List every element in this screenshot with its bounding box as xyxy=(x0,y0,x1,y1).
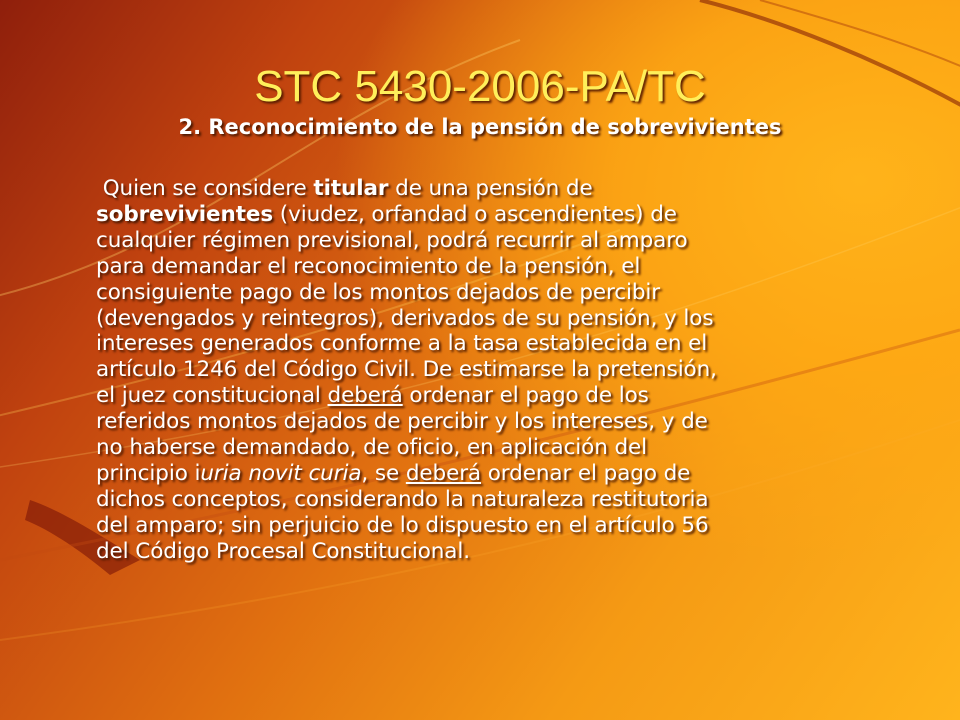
italic-latin-phrase: uria novit curia xyxy=(200,460,362,486)
body-line: el juez constitucional deberá ordenar el pago de los xyxy=(96,383,649,409)
body-line: Quien se considere titular de una pensión de xyxy=(102,176,593,201)
body-line: no haberse demandado, de oficio, en aplicación del xyxy=(96,435,648,461)
body-line: dichos conceptos, considerando la naturaleza restitutoria xyxy=(96,486,709,512)
bold-term-titular: titular xyxy=(313,176,389,201)
body-line: artículo 1246 del Código Civil. De estimarse la pretensión, xyxy=(96,357,717,383)
underlined-term: deberá xyxy=(327,383,403,409)
body-line: del amparo; sin perjuicio de lo dispuesto en el artículo 56 xyxy=(96,512,709,538)
body-line: para demandar el reconocimiento de la pensión, el xyxy=(96,253,641,279)
body-line: consiguiente pago de los montos dejados de percibir xyxy=(96,279,661,305)
bold-term-sobrevivientes: sobrevivientes xyxy=(96,201,274,227)
slide-title: STC 5430-2006-PA/TC xyxy=(254,62,706,111)
body-line: cualquier régimen previsional, podrá recurrir al amparo xyxy=(96,227,688,253)
slide-subtitle: 2. Reconocimiento de la pensión de sobrevivientes xyxy=(178,115,782,139)
body-line: intereses generados conforme a la tasa establecida en el xyxy=(96,331,708,357)
body-line: sobrevivientes (viudez, orfandad o ascendientes) de xyxy=(96,201,677,227)
body-line: (devengados y reintegros), derivados de su pensión, y los xyxy=(96,305,714,331)
body-paragraph xyxy=(96,176,896,565)
body-line: del Código Procesal Constitucional. xyxy=(96,538,470,564)
body-line: principio iuria novit curia, se deberá ordenar el pago de xyxy=(96,460,691,486)
underlined-term: deberá xyxy=(405,460,482,486)
body-line: referidos montos dejados de percibir y los intereses, y de xyxy=(96,409,708,435)
